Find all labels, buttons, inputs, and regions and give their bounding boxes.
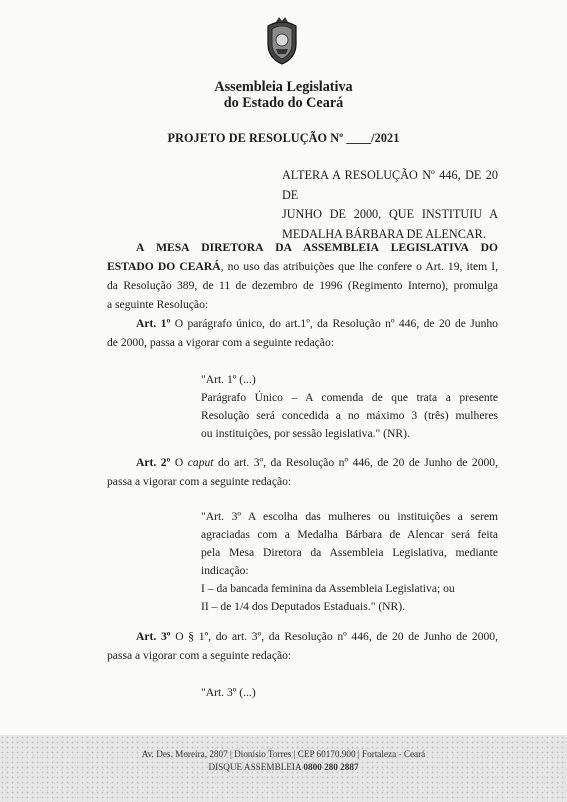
art1-line2: de 2000, passa a vigorar com a seguinte redação: [107, 336, 334, 349]
art3-line2: passa a vigorar com a seguinte redação: [107, 649, 292, 662]
preamble-bold-lead: A MESA DIRETORA DA ASSEMBLEIA LEGISLATIVA DO [136, 241, 498, 254]
art1-quote-line: Resolução será concedida a no máximo 3 (três) mulheres [201, 409, 498, 422]
art2-text: do art. 3º, da Resolução nº 446, de 20 de Junho de 2000, [213, 456, 498, 469]
art1-quote-line: ou instituições, por sessão legislativa." (NR). [201, 427, 410, 440]
org-name-line2: do Estado do Ceará [223, 95, 344, 111]
art2-line1 [136, 453, 498, 472]
art3-text: O § 1º, do art. 3º, da Resolução nº 446, de 20 de Junho de 2000, [170, 630, 498, 643]
art3-quote-line: "Art. 3º (...) [201, 686, 256, 699]
art2-quote-line: indicação: [201, 564, 249, 577]
footer-phone-number: 0800 280 2887 [303, 762, 359, 772]
ementa-line: MEDALHA BÁRBARA DE ALENCAR. [282, 226, 486, 241]
preamble-text: , no uso das atribuições que lhe confere o Art. 19, item I, [220, 260, 498, 273]
ementa [282, 166, 498, 244]
art1-quote-line: "Art. 1º (...) [201, 373, 256, 386]
art2-quote-line: agraciadas com a Medalha Bárbara de Alencar será feita [201, 528, 498, 541]
preamble-line3: da Resolução 389, de 11 de dezembro de 1996 (Regimento Interno), promulga [107, 279, 498, 292]
ementa-line: JUNHO DE 2000, QUE INSTITUIU A [282, 207, 498, 221]
art1-line1 [136, 314, 498, 333]
footer-phone-label: DISQUE ASSEMBLEIA [208, 762, 304, 772]
art3-line1 [136, 627, 498, 646]
preamble-line4: a seguinte Resolução: [107, 298, 209, 311]
art2-label: Art. 2º [136, 456, 171, 469]
art1-quote-line: Parágrafo Único – A comenda de que trata a presente [201, 391, 498, 404]
art2-quote-line: I – da bancada feminina da Assembleia Legislativa; ou [201, 582, 455, 595]
footer-phone [0, 762, 567, 772]
preamble-line2 [107, 257, 498, 276]
art1-text: O parágrafo único, do art.1º, da Resolução nº 446, de 20 de Junho [170, 317, 498, 330]
ementa-line: ALTERA A RESOLUÇÃO Nº 446, DE 20 DE [282, 168, 498, 202]
preamble-line1 [136, 238, 498, 257]
art2-caput: caput [187, 456, 214, 469]
art2-quote-line: "Art. 3º A escolha das mulheres ou instituições a serem [201, 510, 498, 523]
art2-line2: passa a vigorar com a seguinte redação: [107, 475, 292, 488]
document-title: PROJETO DE RESOLUÇÃO Nº ____/2021 [167, 131, 400, 145]
art2-quote-line: pela Mesa Diretora da Assembleia Legislativa, mediante [201, 546, 498, 559]
art2-text-pre: O [170, 456, 188, 469]
art1-label: Art. 1º [136, 317, 171, 330]
footer-address: Av. Des. Moreira, 2807 | Dionísio Torres | CEP 60170.900 | Fortaleza - Ceará [141, 749, 426, 759]
org-name-line1: Assembleia Legislativa [214, 79, 353, 95]
art2-quote-line: II – de 1/4 dos Deputados Estaduais." (NR). [201, 600, 406, 613]
art3-label: Art. 3º [136, 630, 171, 643]
preamble-bold-state: ESTADO DO CEARÁ [107, 260, 221, 273]
coat-of-arms-icon [264, 16, 300, 66]
